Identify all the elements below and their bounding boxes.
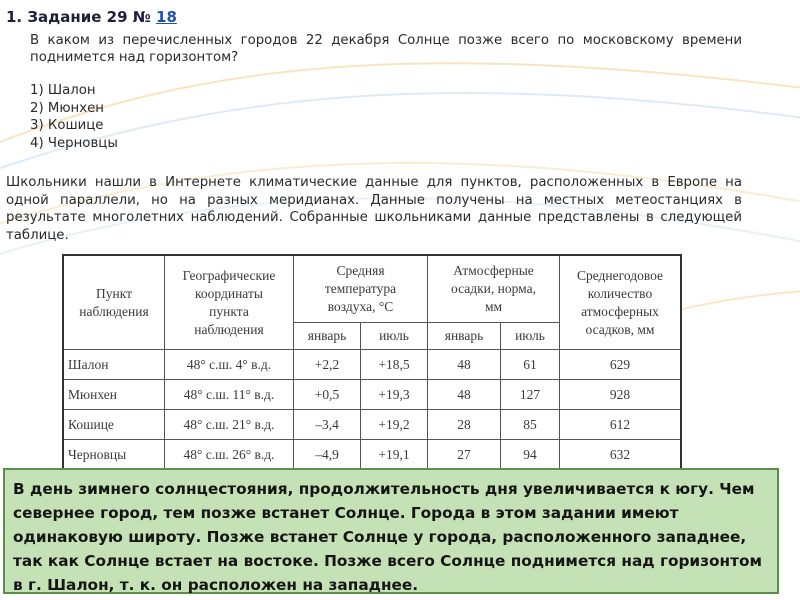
option-3: 3) Кошице (30, 118, 104, 133)
header-temp-line-1: Средняя (336, 263, 385, 278)
option-2: 2) Мюнхен (30, 100, 104, 116)
header-temp-line-2: температура (324, 281, 397, 296)
table-row (63, 380, 681, 410)
header-temp-line-3: воздуха, °С (327, 299, 394, 314)
cell-precip-jul: 94 (501, 440, 560, 471)
cell-precip-jan: 27 (428, 440, 501, 471)
sub-header-precip-jul: июль (501, 323, 560, 350)
cell-temp-jul: +19,1 (361, 440, 428, 471)
header-annual-line-2: количество (587, 285, 653, 301)
cell-precip-jan: 48 (428, 380, 501, 410)
cell-coords: 48° с.ш. 21° в.д. (165, 410, 294, 440)
cell-coords: 48° с.ш. 26° в.д. (165, 440, 294, 471)
cell-temp-jul: +18,5 (361, 350, 428, 380)
header-coords-line-1: Географические (182, 267, 276, 283)
table-row (63, 350, 681, 380)
header-coords (165, 255, 294, 350)
option-1: 1) Шалон (30, 83, 96, 98)
sub-header-temp-jan: январь (294, 323, 361, 350)
cell-city: Кошице (63, 410, 165, 440)
cell-city: Черновцы (63, 440, 165, 471)
sub-header-temp-jul: июль (361, 323, 428, 350)
cell-temp-jan: +2,2 (294, 350, 361, 380)
question-text: В каком из перечисленных городов 22 декабря Солнце позже всего по московскому времени поднимется над горизонтом? (30, 33, 742, 65)
header-annual-line-3: атмосферных (581, 303, 659, 319)
header-precip (428, 255, 560, 323)
cell-temp-jul: +19,3 (361, 380, 428, 410)
cell-city: Шалон (63, 350, 165, 380)
header-temp (294, 255, 428, 323)
cell-temp-jan: +0,5 (294, 380, 361, 410)
cell-coords: 48° с.ш. 11° в.д. (165, 380, 294, 410)
cell-city: Мюнхен (63, 380, 165, 410)
cell-temp-jan: –4,9 (294, 440, 361, 471)
climate-table (62, 254, 682, 471)
header-coords-line-2: координаты (195, 285, 263, 301)
task-header (6, 8, 177, 26)
header-point-line-2: наблюдения (79, 303, 149, 319)
header-coords-line-3: пункта (209, 303, 249, 319)
cell-annual: 629 (560, 350, 682, 380)
cell-precip-jan: 48 (428, 350, 501, 380)
header-precip-line-2: осадки, норма, (451, 281, 536, 296)
cell-precip-jul: 127 (501, 380, 560, 410)
task-number-link[interactable]: 18 (156, 8, 177, 26)
header-point-line-1: Пункт (95, 285, 132, 301)
header-row (63, 255, 681, 323)
task-prefix: 1. Задание 29 № (6, 8, 151, 26)
cell-coords: 48° с.ш. 4° в.д. (165, 350, 294, 380)
header-annual (560, 255, 682, 350)
cell-annual: 632 (560, 440, 682, 471)
cell-temp-jan: –3,4 (294, 410, 361, 440)
sub-header-precip-jan: январь (428, 323, 501, 350)
option-4: 4) Черновцы (30, 135, 118, 151)
table-row (63, 440, 681, 471)
header-coords-line-4: наблюдения (194, 321, 264, 337)
cell-precip-jul: 61 (501, 350, 560, 380)
cell-precip-jan: 28 (428, 410, 501, 440)
header-annual-line-1: Среднегодовое (576, 267, 664, 283)
header-precip-line-3: мм (484, 299, 503, 314)
intro-text: Школьники нашли в Интернете климатические данные для пунктов, расположенных в Европе на одной параллели, но на разных меридианах. Данные получены на местных метеостанциях в результате многолетних наблюдений. Собранные школьниками данные представлены в следующей таблице. (6, 175, 742, 243)
cell-precip-jul: 85 (501, 410, 560, 440)
cell-temp-jul: +19,2 (361, 410, 428, 440)
header-annual-line-4: осадков, мм (585, 321, 655, 337)
cell-annual: 928 (560, 380, 682, 410)
table-row (63, 410, 681, 440)
answer-explanation: В день зимнего солнцестояния, продолжительность дня увеличивается к югу. Чем севернее город, тем позже встанет Солнце. Города в этом задании имеют одинаковую широту. Позже встанет Солнце у города, расположенного западнее, так как Солнце встает на востоке. Позже всего Солнце поднимется над горизонтом в г. Шалон, т. к. он расположен на западнее. (3, 468, 779, 594)
header-point (63, 255, 165, 350)
answer-options (30, 82, 118, 152)
header-precip-line-1: Атмосферные (453, 263, 534, 278)
cell-annual: 612 (560, 410, 682, 440)
